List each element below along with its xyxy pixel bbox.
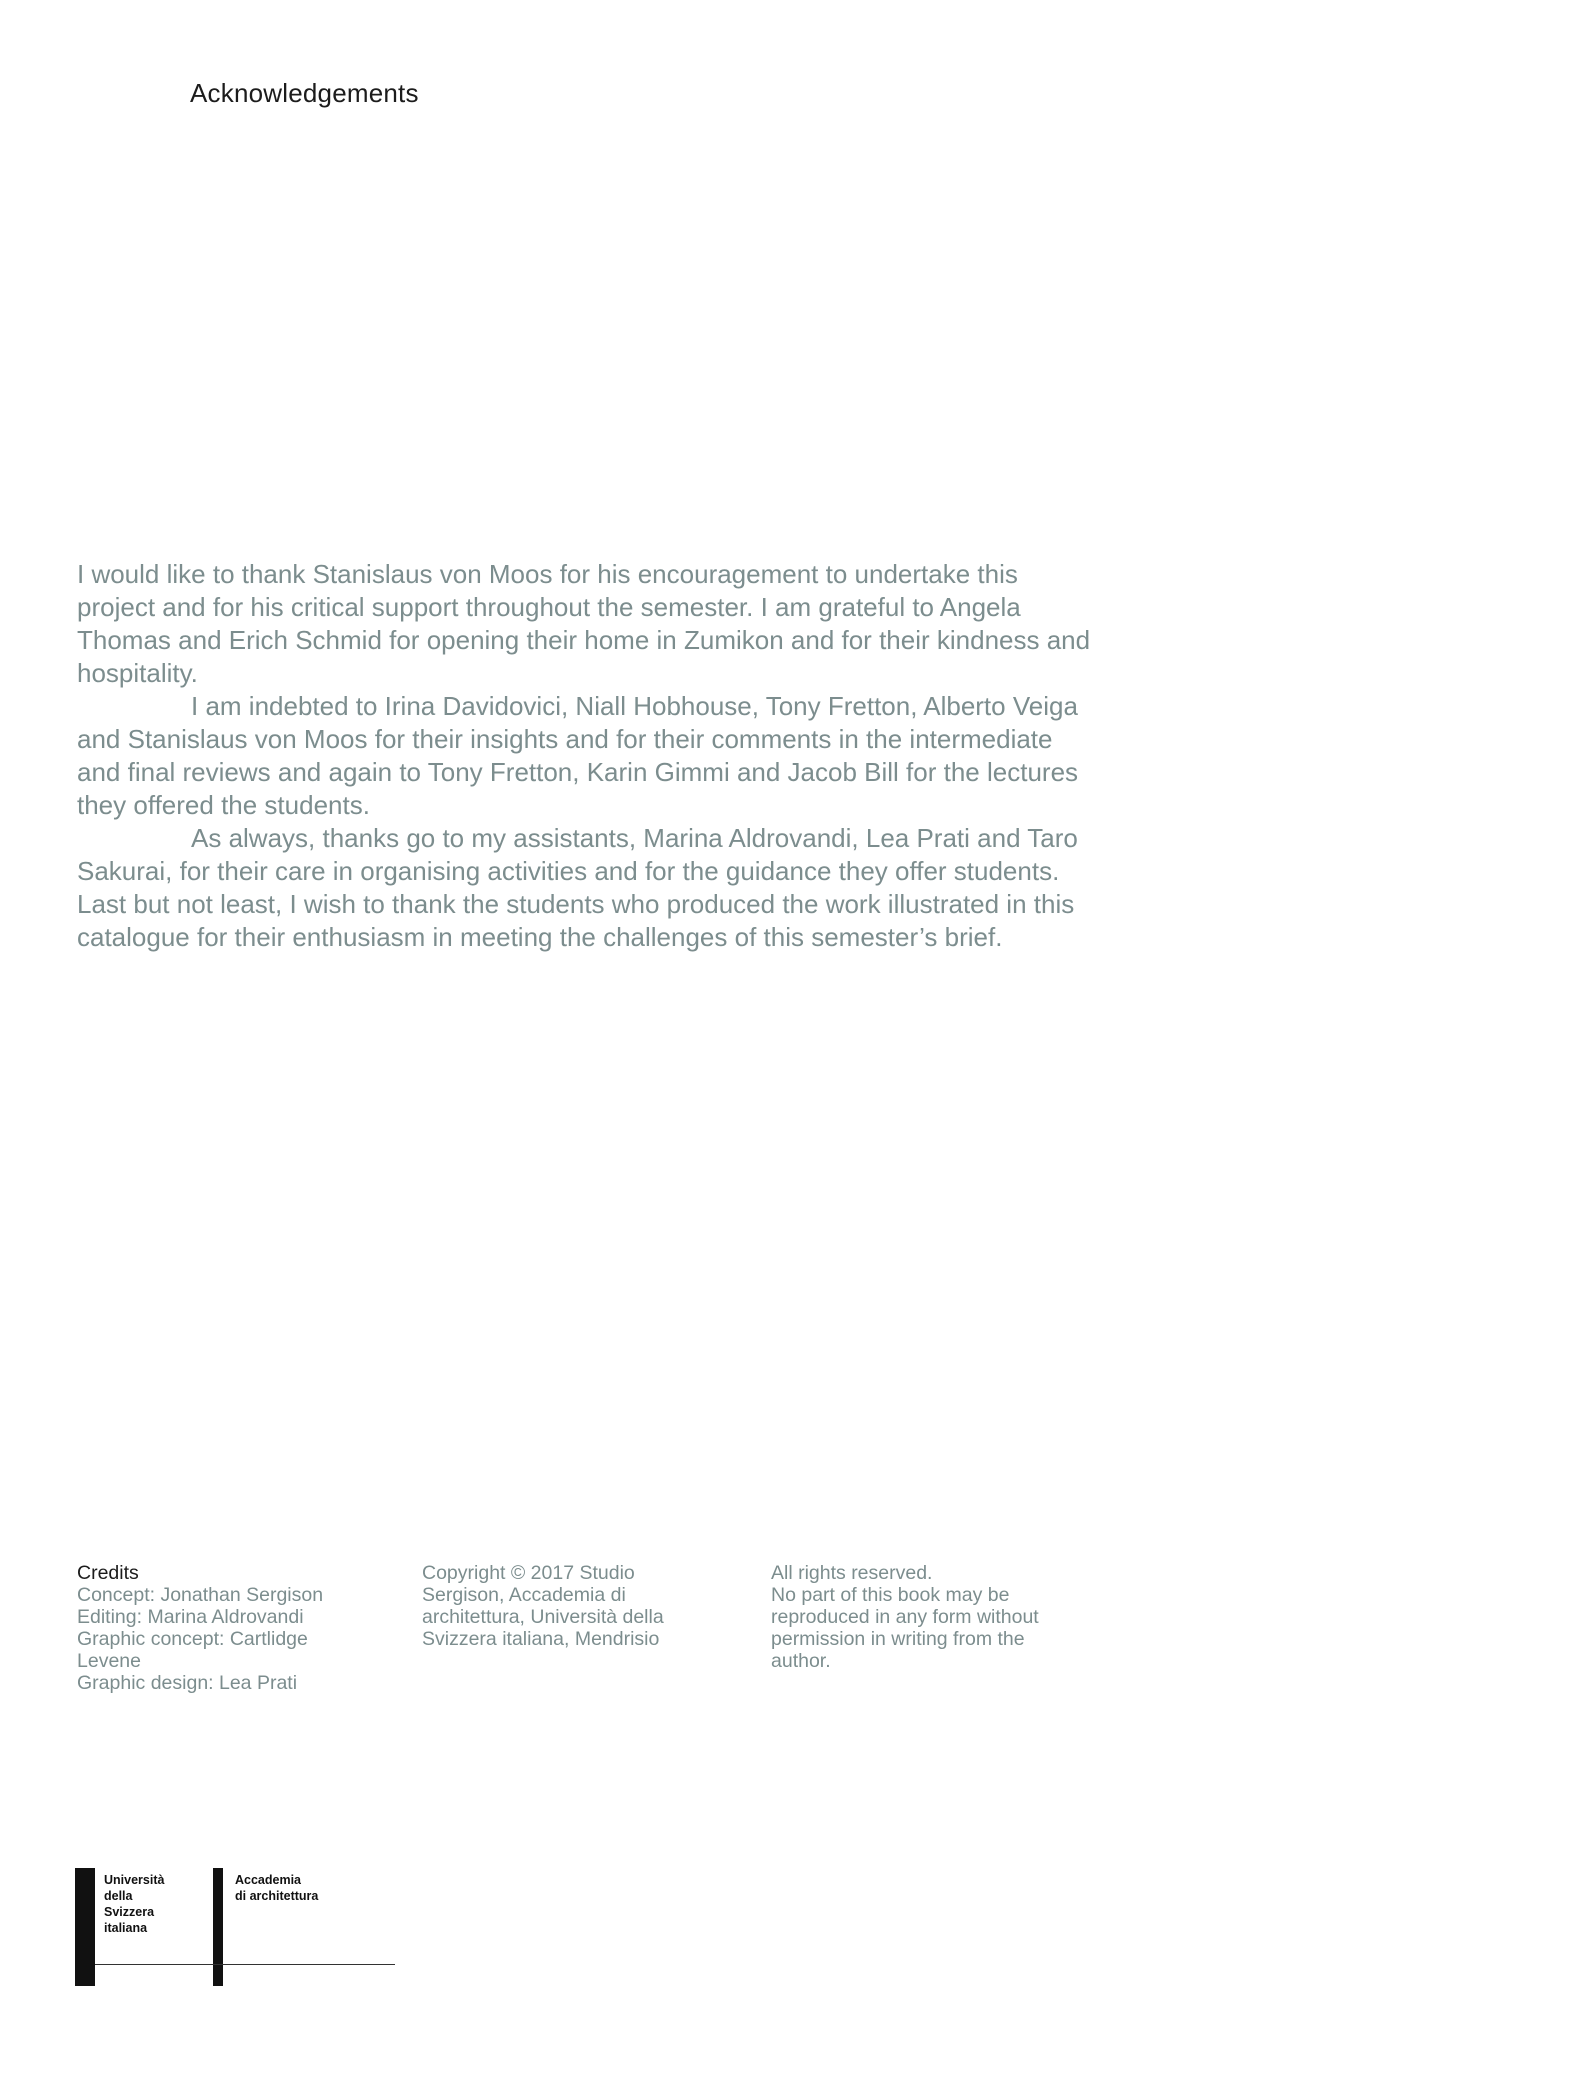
paragraph: As always, thanks go to my assistants, Marina Aldrovandi, Lea Prati and Taro Sakurai, for their care in organising activities and for the guidance they offer students. Last but not least, I wish to thank the students who produced the work illustrated in this catalogue for their enthusiasm in meeting the challenges of this semester’s brief. <box>77 823 1078 952</box>
rights-line: permission in writing from the <box>771 1628 1025 1650</box>
copyright-line: Copyright © 2017 Studio <box>422 1562 635 1584</box>
credits-line: Levene <box>77 1650 141 1672</box>
logo-rule <box>95 1964 395 1965</box>
credits-line: Graphic concept: Cartlidge <box>77 1628 308 1650</box>
credits-line: Editing: Marina Aldrovandi <box>77 1606 304 1628</box>
copyright-line: Svizzera italiana, Mendrisio <box>422 1628 660 1650</box>
rights-line: No part of this book may be <box>771 1584 1010 1606</box>
copyright-line: Sergison, Accademia di <box>422 1584 626 1606</box>
copyright-block <box>422 1562 702 1650</box>
credits-line: Concept: Jonathan Sergison <box>77 1584 324 1606</box>
rights-line: All rights reserved. <box>771 1562 933 1584</box>
credits-title: Credits <box>77 1562 139 1584</box>
usi-accademia-logo <box>75 1868 395 1986</box>
logo-bar-left <box>75 1868 95 1986</box>
credits-line: Graphic design: Lea Prati <box>77 1672 298 1694</box>
rights-block <box>771 1562 1071 1672</box>
rights-line: author. <box>771 1650 831 1672</box>
paragraph: I would like to thank Stanislaus von Moos for his encouragement to undertake this project and for his critical support throughout the semester. I am grateful to Angela Thomas and Erich Schmid for opening their home in Zumikon and for their kindness and hospitality. <box>77 559 1091 688</box>
logo-bar-right <box>213 1868 223 1986</box>
credits-block <box>77 1562 377 1694</box>
paragraph: I am indebted to Irina Davidovici, Niall Hobhouse, Tony Fretton, Alberto Veiga and Stanislaus von Moos for their insights and for their comments in the intermediate and final reviews and again to Tony Fretton, Karin Gimmi and Jacob Bill for the lectures they offered the students. <box>77 691 1079 820</box>
acknowledgements-body <box>77 558 1097 954</box>
academy-logo-text: Accademia di architettura <box>235 1873 319 1903</box>
university-logo-text: Università della Svizzera italiana <box>104 1873 165 1935</box>
rights-line: reproduced in any form without <box>771 1606 1039 1628</box>
page-title: Acknowledgements <box>190 78 419 108</box>
copyright-line: architettura, Università della <box>422 1606 664 1628</box>
